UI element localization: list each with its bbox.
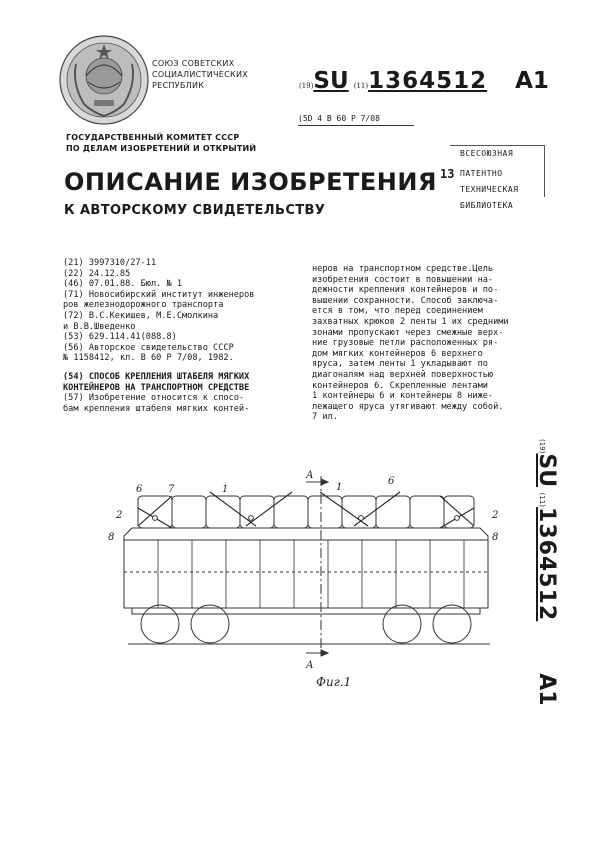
side-country-code: SU (534, 453, 559, 488)
abstract-line: ние грузовые петли расположенных ря- (312, 338, 499, 349)
side-code-19: (19) (538, 439, 546, 454)
committee-name (66, 132, 256, 154)
field-22: (22) 24.12.85 (63, 268, 131, 279)
ipc-underline (298, 125, 414, 126)
emblem-icon (58, 34, 150, 126)
publication-number (299, 68, 549, 94)
figure-caption: Фиг.1 (316, 675, 352, 689)
label-7: 7 (168, 484, 175, 495)
field-54: (54) СПОСОБ КРЕПЛЕНИЯ ШТАБЕЛЯ МЯГКИХ (63, 371, 250, 382)
abstract-line: 1 контейнеры 6 и контейнеры 8 ниже- (312, 391, 494, 402)
abstract-line: захватных крюков 2 ленты 1 их средними (312, 316, 509, 327)
label-8-right: 8 (492, 532, 499, 543)
abstract-line: неров на транспортном средстве.Цель (312, 264, 494, 274)
stamp-line: ПАТЕНТНО (460, 169, 503, 178)
side-publication-number (531, 439, 561, 706)
committee-line: ГОСУДАРСТВЕННЫЙ КОМИТЕТ СССР (66, 133, 240, 142)
label-section-top: А (306, 470, 314, 481)
document-subtitle: К АВТОРСКОМУ СВИДЕТЕЛЬСТВУ (64, 203, 326, 218)
label-1-a: 1 (222, 484, 229, 495)
field-71: (71) Новосибирский институт инженеров (63, 289, 255, 300)
hooks (153, 516, 460, 521)
field-72: (72) В.С.Кекишев, М.Е.Смолкина (63, 310, 219, 321)
patent-number: 1364512 (368, 68, 488, 94)
state-line: РЕСПУБЛИК (152, 81, 205, 90)
committee-line: ПО ДЕЛАМ ИЗОБРЕТЕНИЙ И ОТКРЫТИЙ (66, 144, 257, 153)
abstract-line: яруса, затем ленты 1 укладывают по (312, 359, 488, 370)
field-53: (53) 629.114.41(088.8) (63, 332, 177, 343)
abstract-line: 7 ил. (312, 412, 338, 423)
wheels (141, 605, 471, 643)
railcar-drawing (106, 468, 510, 696)
section-arrow-head (321, 650, 328, 656)
label-1-b: 1 (336, 482, 343, 493)
upper-tier-containers (138, 496, 474, 528)
abstract-line: лежащего яруса утягивают между собой. (312, 401, 504, 412)
abstract-line: зонами пропускают через смежные верх- (312, 327, 504, 338)
abstract-line: вышении сохранности. Способ заключа- (312, 295, 499, 306)
stamp-line: ТЕХНИЧЕСКАЯ (460, 185, 519, 194)
field-72-cont: и В.В.Шведенко (63, 321, 136, 332)
figure-1-drawing (106, 468, 510, 696)
label-8-left: 8 (108, 532, 115, 543)
state-name (152, 58, 248, 91)
library-stamp (436, 143, 548, 213)
field-57: (57) Изобретение относится к спосо- (63, 393, 245, 404)
state-line: СОЦИАЛИСТИЧЕСКИХ (152, 70, 249, 79)
stamp-bracket (544, 145, 545, 197)
code-11: (11) (353, 82, 369, 90)
field-56: (56) Авторское свидетельство СССР (63, 342, 234, 353)
tension-belts (138, 492, 474, 528)
kind-code: A1 (515, 68, 549, 94)
abstract-line: контейнеров 6. Скрепленные лентами (312, 380, 488, 391)
abstract-line: дежности крепления контейнеров и по- (312, 285, 499, 296)
label-section-bottom: А (306, 660, 314, 671)
abstract-line: ется в том, что перед соединением (312, 306, 483, 317)
field-56-cont: № 1158412, кл. В 60 Р 7/08, 1982. (63, 353, 234, 364)
country-code: SU (313, 68, 349, 94)
stamp-number: 13 (440, 167, 455, 181)
stamp-bracket (450, 145, 544, 146)
abstract-text (312, 264, 530, 423)
side-kind-code: A1 (534, 673, 559, 706)
abstract-line: дом мягких контейнеров 6 верхнего (312, 348, 483, 359)
section-arrow-head (321, 479, 328, 485)
field-54-cont: КОНТЕЙНЕРОВ НА ТРАНСПОРТНОМ СРЕДСТВЕ (63, 382, 250, 393)
state-emblem (58, 34, 150, 126)
label-6-left: 6 (136, 484, 143, 495)
label-2-left: 2 (116, 510, 123, 521)
car-frame (132, 608, 480, 614)
code-19: (19) (299, 82, 314, 90)
lower-tier-containers (158, 540, 464, 608)
state-line: СОЮЗ СОВЕТСКИХ (152, 59, 235, 68)
field-21: (21) 3997310/27-11 (63, 258, 157, 268)
ipc-classification: (5D 4 B 60 P 7/08 (298, 114, 380, 123)
abstract-line: изобретения состоит в повышении на- (312, 274, 494, 285)
field-46: (46) 07.01.88. Бюл. № 1 (63, 279, 182, 290)
field-57-cont: бам крепления штабеля мягких контей- (63, 403, 250, 414)
document-title: ОПИСАНИЕ ИЗОБРЕТЕНИЯ (64, 168, 437, 196)
stamp-line: ВСЕСОЮЗНАЯ (460, 149, 514, 158)
bibliographic-data (63, 258, 295, 414)
side-code-11: (11) (538, 492, 546, 508)
label-6-right: 6 (388, 476, 395, 487)
abstract-line: диагоналям над верхней поверхностью (312, 369, 494, 380)
label-2-right: 2 (492, 510, 499, 521)
stamp-line: БИБЛИОТЕКА (460, 201, 514, 210)
side-patent-number: 1364512 (534, 507, 559, 622)
field-71-cont: ров железнодорожного транспорта (63, 300, 224, 311)
